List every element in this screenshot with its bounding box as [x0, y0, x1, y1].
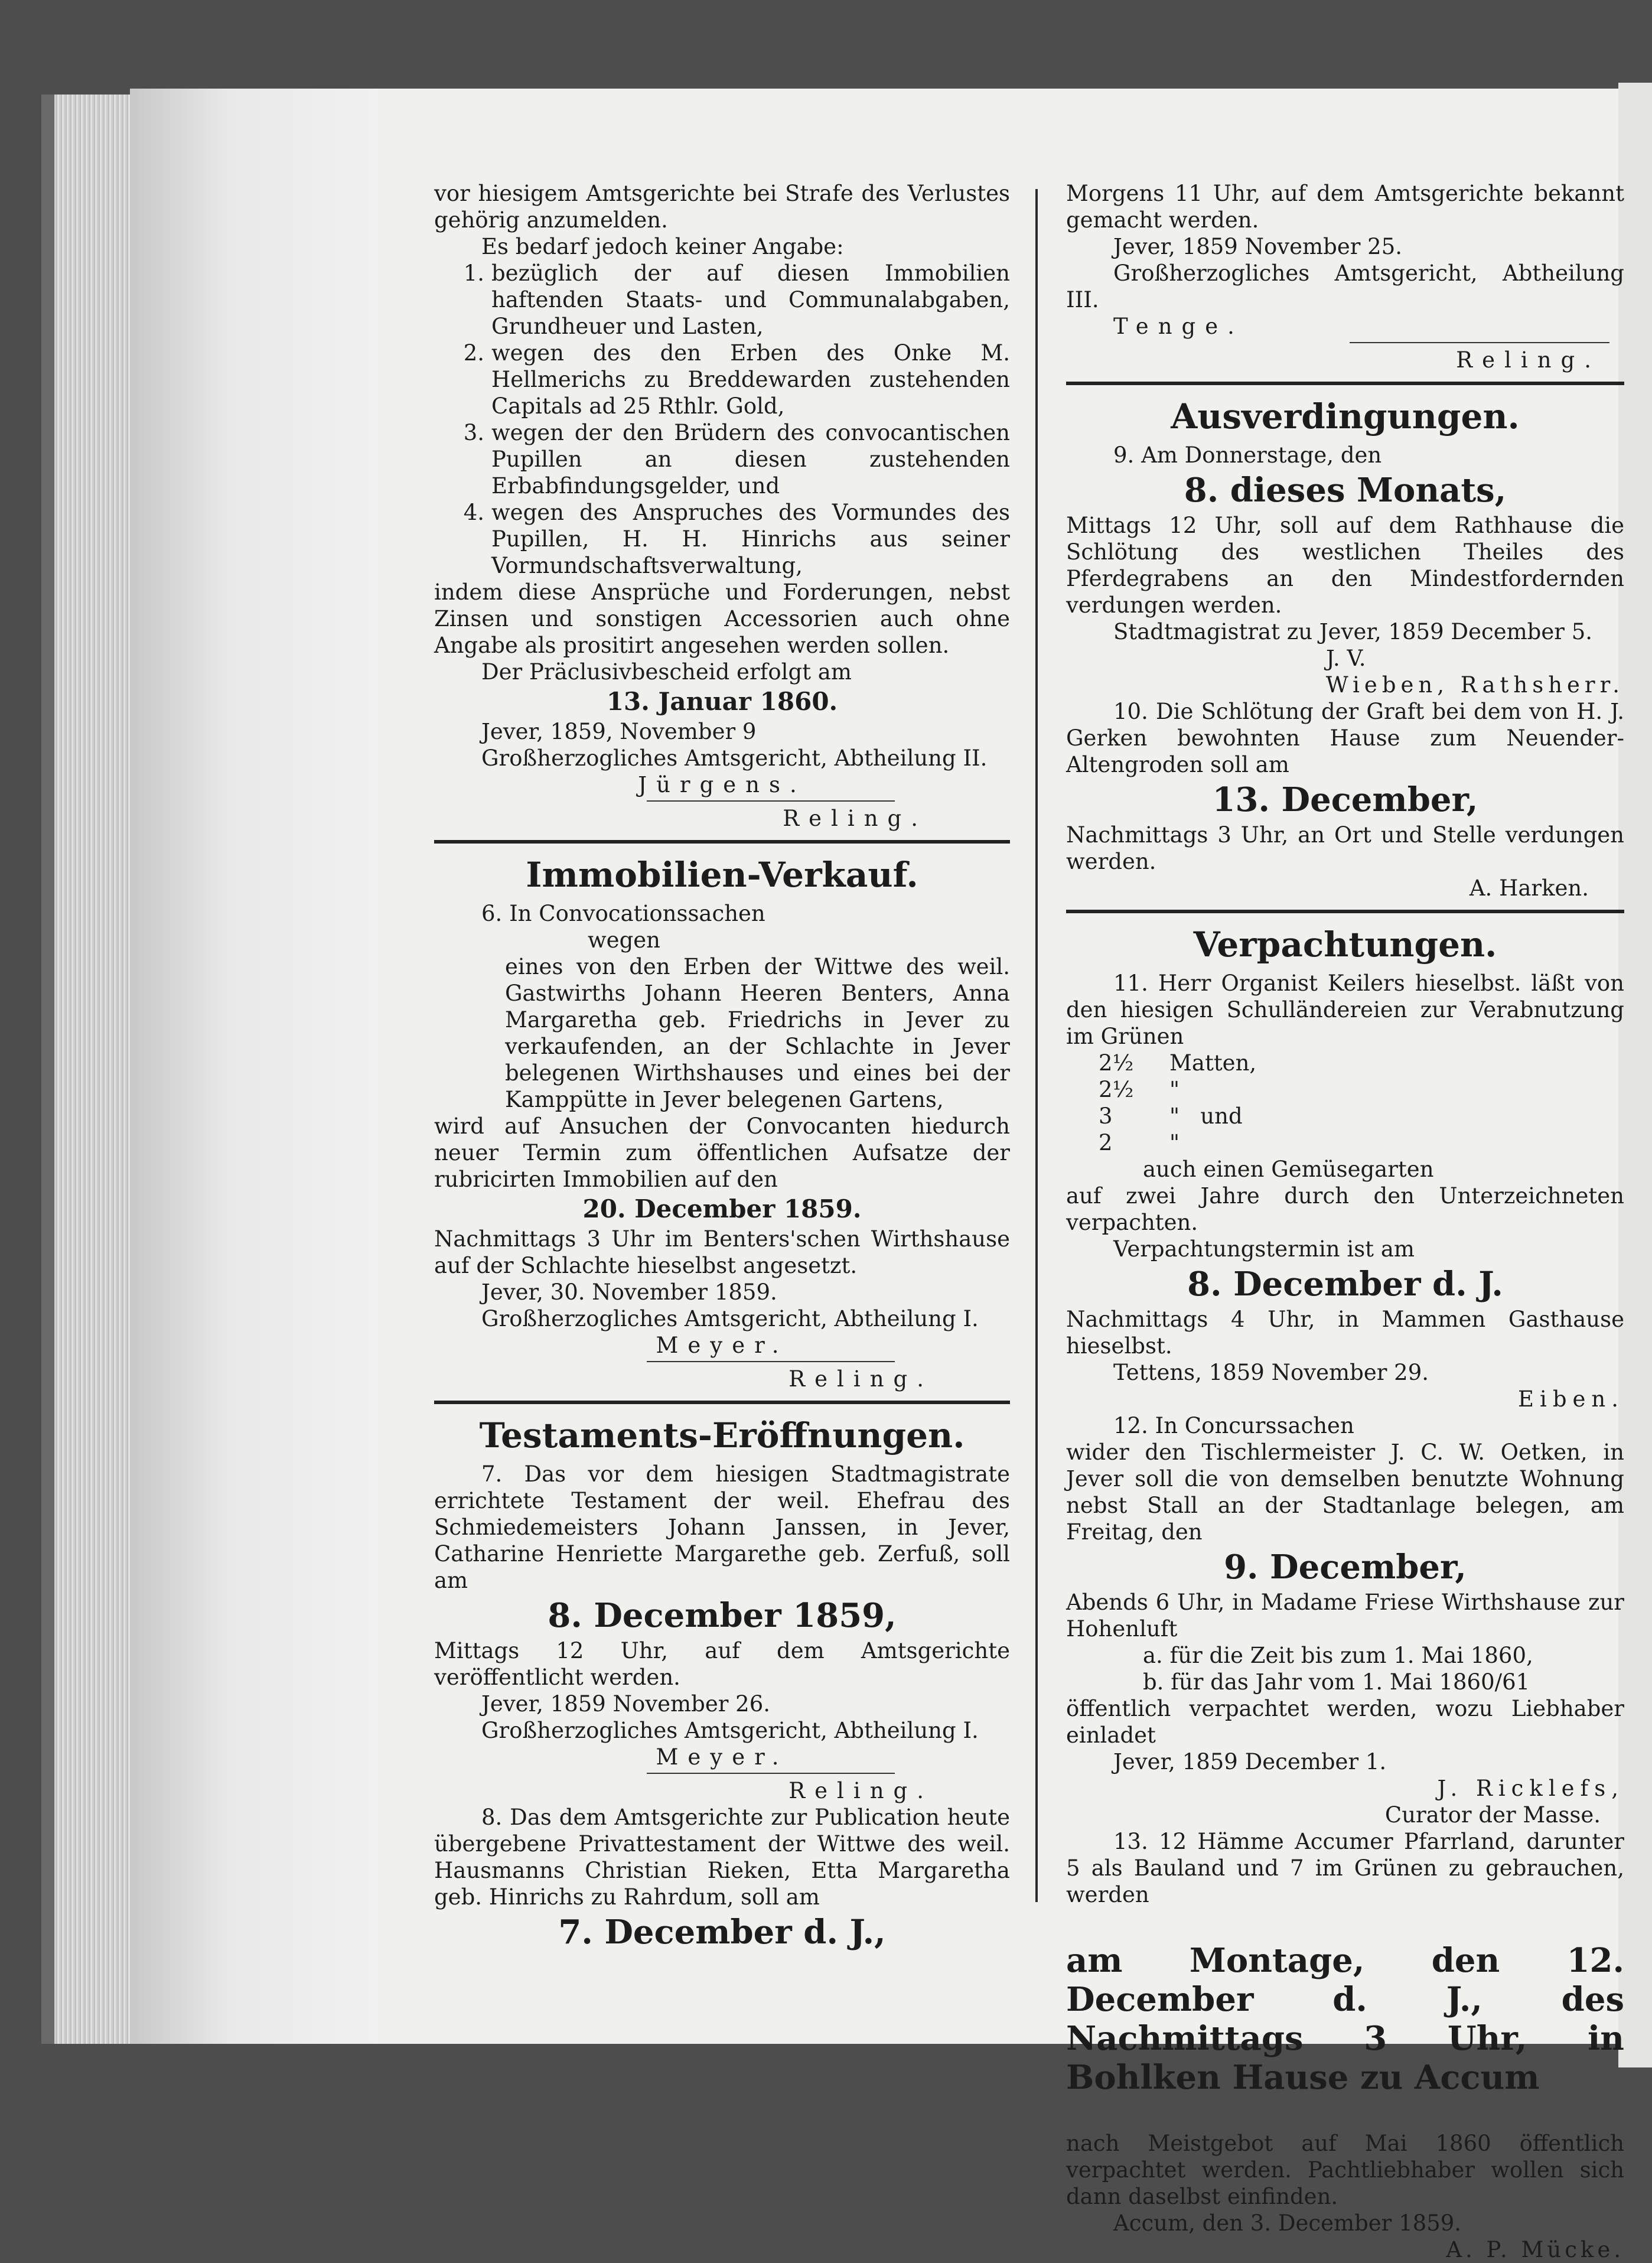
signature: A. Harken.	[1469, 875, 1589, 901]
date-line: 7. December d. J.,	[558, 1913, 886, 1952]
list-item: 3 " und	[1099, 1103, 1243, 1129]
column-divider	[1035, 189, 1038, 1902]
signature: J. Ricklefs,	[1437, 1776, 1624, 1801]
notice-text: 9. Am Donnerstage, den	[1113, 442, 1382, 468]
notice-text: a. für die Zeit bis zum 1. Mai 1860,	[1143, 1643, 1533, 1668]
curator-title: Curator der Masse.	[1384, 1802, 1601, 1828]
list-item: 4. wegen des Anspruches des Vormundes des Pupillen, H. H. Hinrichs aus seiner Vormundschaftsverwaltung,	[463, 500, 1010, 578]
notice-text: wird auf Ansuchen der Convocanten hiedurch neuer Termin zum öffentlichen Aufsatze der rubricirten Immobilien auf den	[434, 1113, 1010, 1192]
signature: Eiben.	[1517, 1386, 1624, 1412]
list-item: 2 "	[1099, 1130, 1180, 1155]
intro-text-2: Es bedarf jedoch keiner Angabe:	[481, 234, 844, 259]
date-line: 13. Januar 1860.	[606, 687, 838, 716]
clerk-signature: Reling.	[783, 806, 927, 831]
date-line: 8. December d. J.	[1187, 1265, 1503, 1304]
notice-text: 8. Das dem Amtsgerichte zur Publication heute übergebene Privattestament der Wittwe des weil. Hausmanns Christian Rieken, Etta Margaretha geb. Hinrichs zu Rahrdum, soll am	[434, 1805, 1010, 1910]
section-heading: Verpachtungen.	[1193, 924, 1497, 965]
closing-text: indem diese Ansprüche und Forderungen, nebst Zinsen und sonstigen Accessorien auch ohne Angabe als prositirt angesehen werden sollen.	[434, 579, 1010, 658]
book-page-edges	[41, 95, 143, 2044]
notice-text: eines von den Erben der Wittwe des weil. Gastwirths Johann Heeren Benters, Anna Margaretha geb. Friedrichs in Jever zu verkaufenden, an der Schlachte in Jever belegenen Wirthshauses und eines bei der Kamppütte in Jever belegenen Gartens,	[505, 954, 1010, 1112]
notice-text: 7. Das vor dem hiesigen Stadtmagistrate errichtete Testament der weil. Ehefrau des Schmiedemeisters Johann Janssen, in Jever, Catharine Henriette Margarethe geb. Zerfuß, soll am	[434, 1461, 1010, 1593]
signature-rule	[1350, 342, 1609, 343]
list-item: 2½ "	[1099, 1077, 1180, 1102]
date-line: 20. December 1859.	[582, 1194, 862, 1223]
section-rule	[1066, 382, 1624, 385]
place-date: Jever, 1859 December 1.	[1113, 1749, 1387, 1774]
signature-rule	[647, 800, 895, 802]
court-name: Großherzogliches Amtsgericht, Abtheilung III.	[1066, 261, 1624, 312]
jv-note: J. V.	[1326, 646, 1366, 671]
place-date: Accum, den 3. December 1859.	[1113, 2210, 1462, 2236]
list-item: 3. wegen der den Brüdern des convocantischen Pupillen an diesen zustehenden Erbabfindungsgelder, und	[463, 420, 1010, 499]
notice-text: wider den Tischlermeister J. C. W. Oetken, in Jever soll die von demselben benutzte Wohnung nebst Stall an der Stadtanlage belegen, am Freitag, den	[1066, 1440, 1624, 1545]
place-date: Tettens, 1859 November 29.	[1113, 1360, 1429, 1385]
notice-text: 6. In Convocationssachen	[481, 901, 765, 926]
place-date: Jever, 1859 November 26.	[481, 1691, 771, 1717]
section-rule	[434, 840, 1010, 844]
notice-text: Verpachtungstermin ist am	[1113, 1236, 1415, 1262]
signature-rule	[647, 1361, 895, 1362]
auction-date-block: am Montage, den 12. December d. J., des Nachmittags 3 Uhr, in Bohlken Hause zu Accum	[1066, 1941, 1624, 2097]
place-date: Stadtmagistrat zu Jever, 1859 December 5.	[1113, 619, 1593, 644]
date-line: 13. December,	[1212, 780, 1478, 819]
notice-text: Nachmittags 4 Uhr, in Mammen Gasthause hieselbst.	[1066, 1307, 1624, 1359]
signature: Meyer.	[656, 1744, 788, 1770]
page-gutter	[130, 89, 378, 2044]
notice-text: 13. 12 Hämme Accumer Pfarrland, darunter 5 als Bauland und 7 im Grünen zu gebrauchen, werden	[1066, 1829, 1624, 1907]
notice-text: 11. Herr Organist Keilers hieselbst. läßt von den hiesigen Schulländereien zur Verabnutzung im Grünen	[1066, 971, 1624, 1049]
notice-text: 10. Die Schlötung der Graft bei dem von H. J. Gerken bewohnten Hause zum Neuender-Altengroden soll am	[1066, 699, 1624, 777]
notice-text: 12. In Concurssachen	[1113, 1413, 1354, 1438]
right-column	[1066, 180, 1624, 2263]
place-date: Jever, 1859 November 25.	[1113, 234, 1403, 259]
notice-text: öffentlich verpachtet werden, wozu Liebhaber einladet	[1066, 1696, 1624, 1748]
notice-text: auch einen Gemüsegarten	[1143, 1157, 1434, 1182]
court-name: Großherzogliches Amtsgericht, Abtheilung II.	[481, 745, 988, 771]
notice-text: Mittags 12 Uhr, soll auf dem Rathhause die Schlötung des westlichen Theiles des Pferdegrabens an den Mindestfordernden verdungen werden.	[1066, 513, 1624, 618]
clerk-signature: Reling.	[1456, 347, 1601, 373]
date-line: 8. dieses Monats,	[1184, 471, 1507, 510]
section-rule	[1066, 910, 1624, 913]
intro-text: vor hiesigem Amtsgerichte bei Strafe des Verlustes gehörig anzumelden.	[434, 181, 1010, 233]
notice-text: auf zwei Jahre durch den Unterzeichneten verpachten.	[1066, 1183, 1624, 1235]
signature: A. P. Mücke.	[1446, 2237, 1624, 2262]
court-name: Großherzogliches Amtsgericht, Abtheilung I.	[481, 1306, 979, 1331]
section-heading: Immobilien-Verkauf.	[526, 855, 918, 895]
signature: Tenge.	[1113, 314, 1244, 339]
date-line: 9. December,	[1224, 1548, 1467, 1587]
court-name: Großherzogliches Amtsgericht, Abtheilung I.	[481, 1718, 979, 1743]
section-heading: Testaments-Eröffnungen.	[479, 1415, 965, 1456]
notice-text: Mittags 12 Uhr, auf dem Amtsgerichte veröffentlicht werden.	[434, 1638, 1010, 1690]
date-line: 8. December 1859,	[548, 1596, 897, 1635]
signature-rule	[647, 1773, 895, 1774]
signature: Meyer.	[656, 1333, 788, 1358]
list-item: 2½ Matten,	[1099, 1050, 1257, 1076]
notice-text: Nachmittags 3 Uhr im Benters'schen Wirthshause auf der Schlachte hieselbst angesetzt.	[434, 1226, 1010, 1278]
signature: Wieben, Rathsherr.	[1325, 672, 1624, 698]
notice-text: Abends 6 Uhr, in Madame Friese Wirthshause zur Hohenluft	[1066, 1590, 1624, 1642]
left-column	[434, 180, 1010, 1954]
notice-text: nach Meistgebot auf Mai 1860 öffentlich verpachtet werden. Pachtliebhaber wollen sich dann daselbst einfinden.	[1066, 2131, 1624, 2209]
notice-text: Morgens 11 Uhr, auf dem Amtsgerichte bekannt gemacht werden.	[1066, 181, 1624, 233]
clerk-signature: Reling.	[788, 1778, 933, 1803]
clerk-signature: Reling.	[788, 1366, 933, 1392]
notice-text: wegen	[588, 927, 660, 953]
section-heading: Ausverdingungen.	[1171, 396, 1520, 437]
signature: Jürgens.	[638, 772, 806, 797]
notice-text: b. für das Jahr vom 1. Mai 1860/61	[1143, 1669, 1530, 1695]
notice-text: Nachmittags 3 Uhr, an Ort und Stelle verdungen werden.	[1066, 822, 1624, 874]
place-date: Jever, 1859, November 9	[481, 719, 757, 744]
praeclusiv-text: Der Präclusivbescheid erfolgt am	[481, 659, 852, 685]
list-item: 1. bezüglich der auf diesen Immobilien haftenden Staats- und Communalabgaben, Grundheuer und Lasten,	[463, 261, 1010, 339]
section-rule	[434, 1401, 1010, 1404]
place-date: Jever, 30. November 1859.	[481, 1279, 777, 1305]
list-item: 2. wegen des den Erben des Onke M. Hellmerichs zu Breddewarden zustehenden Capitals ad 25 Rthlr. Gold,	[463, 340, 1010, 419]
